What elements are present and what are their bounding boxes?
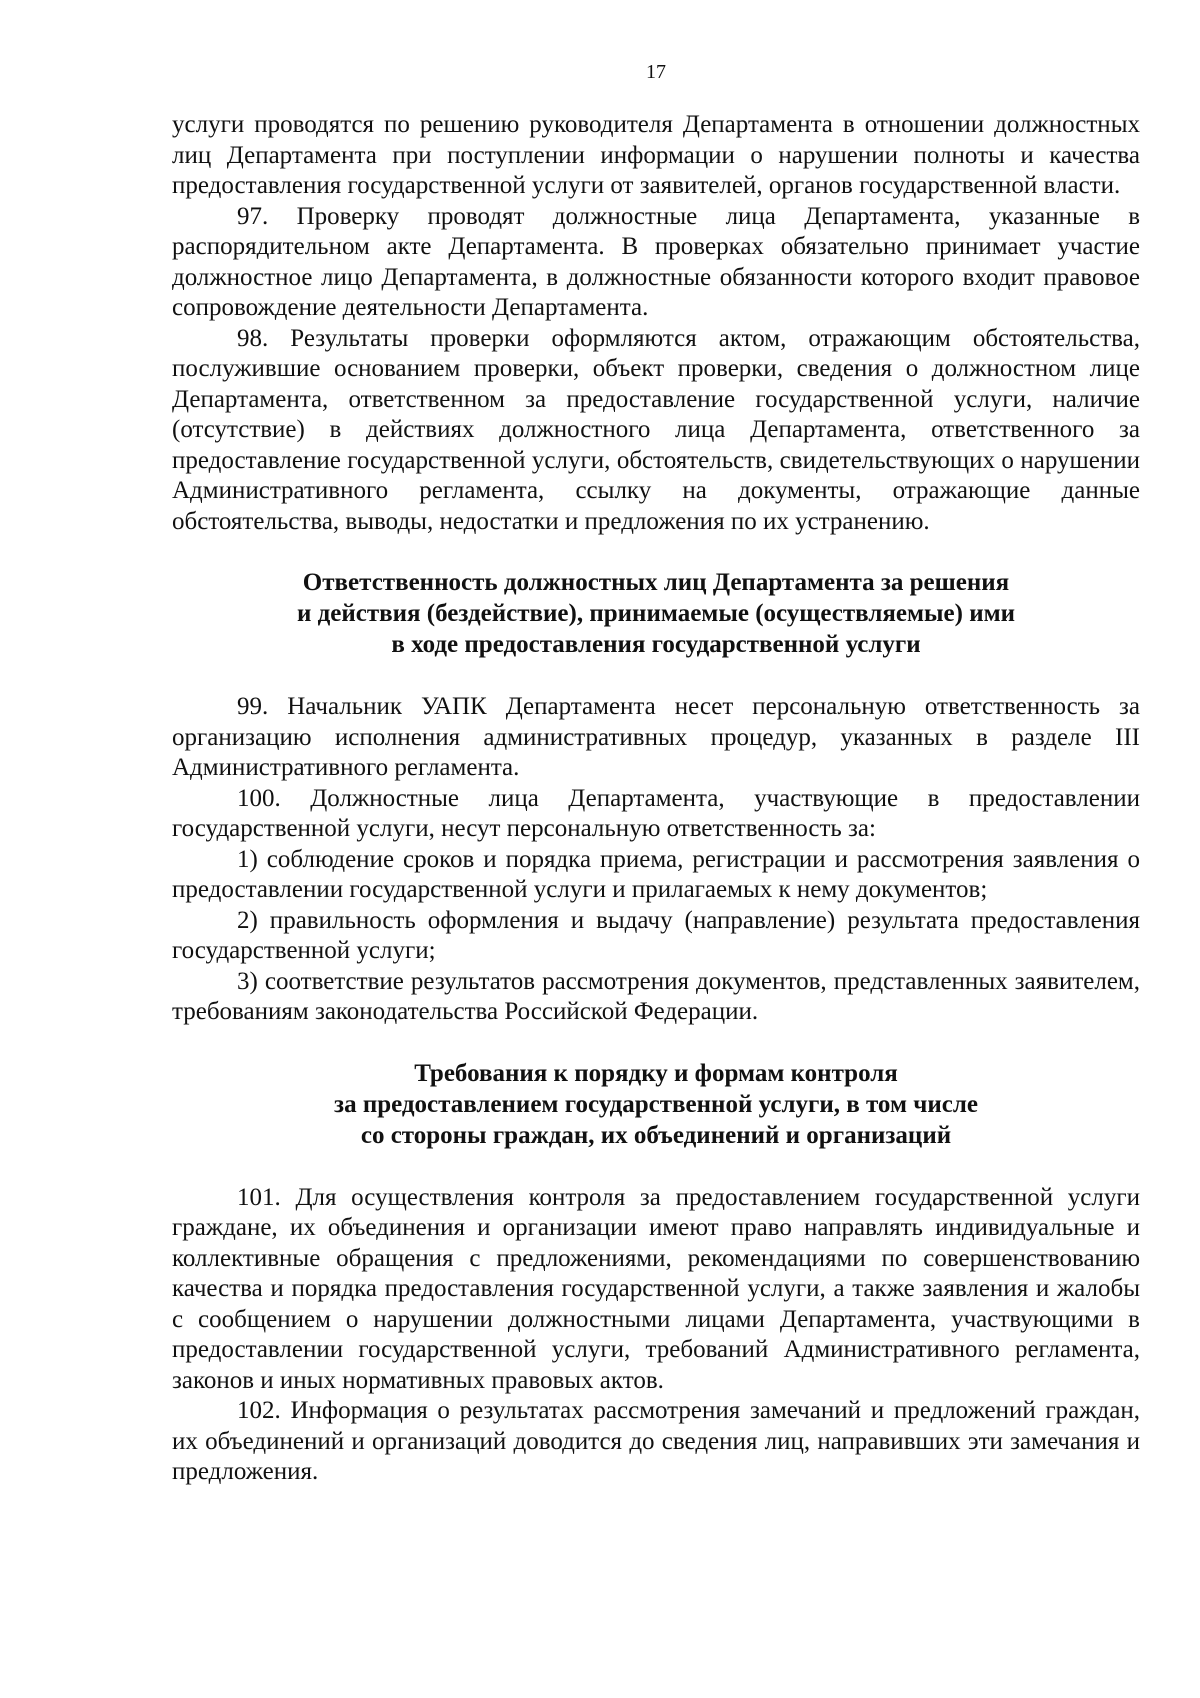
paragraph-100: 100. Должностные лица Департамента, участвующие в предоставлении государственной услуги, несут персональную ответственность за: [172, 784, 1140, 842]
paragraph-97: 97. Проверку проводят должностные лица Департамента, указанные в распорядительном акте Департамента. В проверках обязательно принимает участие должностное лицо Департамента, в должностные обязанности которого входит правовое сопровождение деятельности Департамента. [172, 202, 1140, 321]
paragraph-continuation: услуги проводятся по решению руководителя Департамента в отношении должностных лиц Департамента при поступлении информации о нарушении полноты и качества предоставления государственной услуги от заявителей, органов государственной власти. [172, 111, 1140, 199]
section-heading-2 [172, 1058, 1140, 1151]
paragraph-99: 99. Начальник УАПК Департамента несет персональную ответственность за организацию исполнения административных процедур, указанных в разделе III Административного регламента. [172, 693, 1140, 781]
page-number: 17 [646, 61, 666, 83]
heading-line: со стороны граждан, их объединений и организаций [360, 1121, 952, 1149]
heading-line: Требования к порядку и формам контроля [414, 1059, 898, 1087]
section-heading-1 [172, 567, 1140, 660]
heading-line: и действия (бездействие), принимаемые (осуществляемые) ими [296, 600, 1016, 627]
section-heading-control [172, 1058, 1140, 1151]
paragraph-98: 98. Результаты проверки оформляются актом, отражающим обстоятельства, послужившие основанием проверки, объект проверки, сведения о должностном лице Департамента, ответственном за предоставление государственной услуги, наличие (отсутствие) в действиях должностного лица Департамента, ответственного за предоставление государственной услуги, обстоятельств, свидетельствующих о нарушении Административного регламента, ссылку на документы, отражающие данные обстоятельства, выводы, недостатки и предложения по их устранению. [172, 324, 1140, 535]
list-item-2: 2) правильность оформления и выдачу (направление) результата предоставления государственной услуги; [172, 906, 1140, 964]
list-item-3: 3) соответствие результатов рассмотрения документов, представленных заявителем, требованиям законодательства Российской Федерации. [172, 967, 1140, 1025]
paragraph-102: 102. Информация о результатах рассмотрения замечаний и предложений граждан, их объединений и организаций доводится до сведения лиц, направивших эти замечания и предложения. [172, 1397, 1140, 1485]
list-item-1: 1) соблюдение сроков и порядка приема, регистрации и рассмотрения заявления о предоставлении государственной услуги и прилагаемых к нему документов; [172, 845, 1140, 903]
section-heading-responsibility [172, 567, 1140, 660]
document-page [172, 60, 1140, 1488]
paragraph-101: 101. Для осуществления контроля за предоставлением государственной услуги граждане, их объединения и организации имеют право направлять индивидуальные и коллективные обращения с предложениями, рекомендациями по совершенствованию качества и порядка предоставления государственной услуги, а также заявления и жалобы с сообщением о нарушении должностными лицами Департамента, участвующими в предоставлении государственной услуги, требований Административного регламента, законов и иных нормативных правовых актов. [172, 1183, 1140, 1394]
heading-line: в ходе предоставления государственной услуги [391, 631, 921, 658]
heading-line: Ответственность должностных лиц Департамента за решения [302, 569, 1010, 596]
heading-line: за предоставлением государственной услуги, в том числе [334, 1090, 978, 1118]
